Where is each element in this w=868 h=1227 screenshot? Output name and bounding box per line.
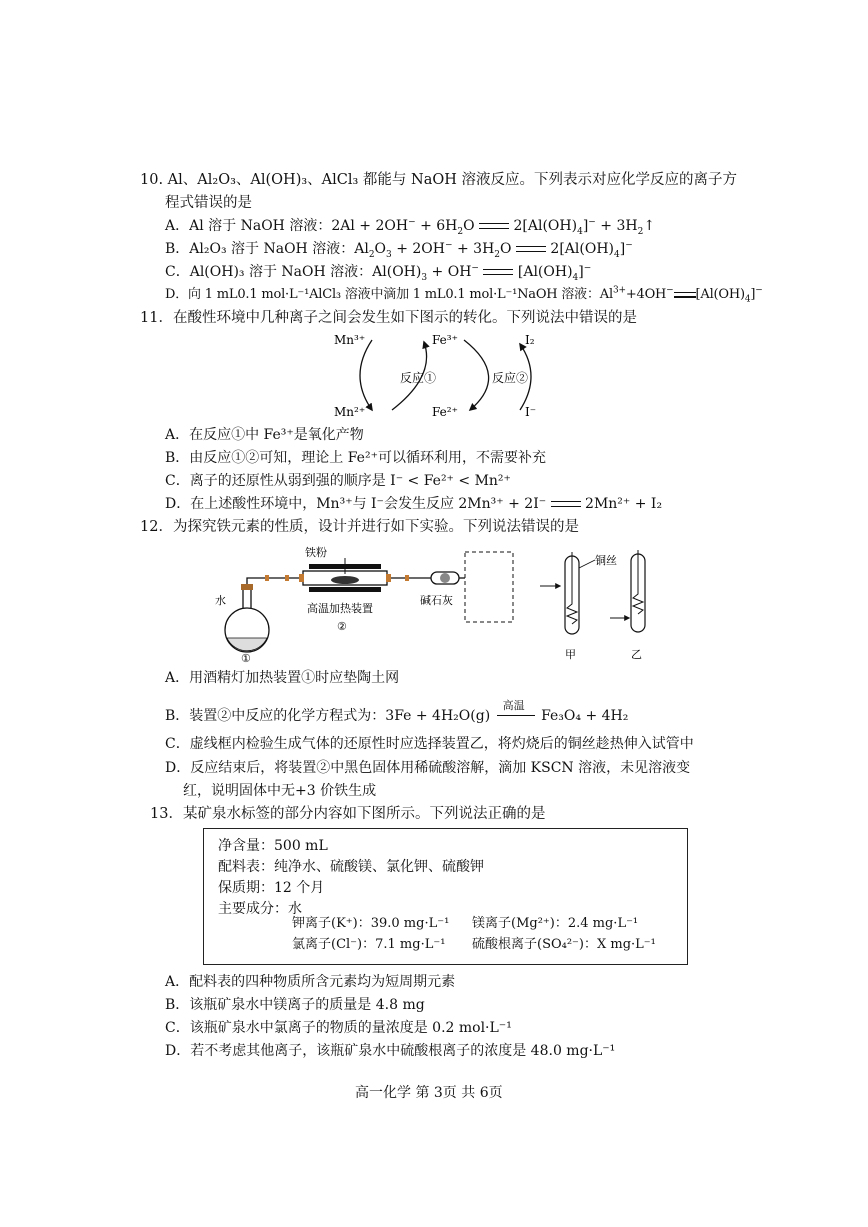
label-chloride: 氯离子(Cl⁻)：7.1 mg·L⁻¹ (292, 937, 446, 952)
q12-option-b[interactable] (165, 699, 629, 726)
diagram-fe3-label: Fe³⁺ (432, 333, 458, 347)
device-jia-label: 甲 (565, 648, 576, 661)
flask-water (227, 638, 267, 651)
q10-option-c-prefix: C．Al(OH)₃ 溶于 NaOH 溶液： (165, 264, 373, 280)
q12-stem: 12．为探究铁元素的性质，设计并进行如下实验。下列说法错误的是 (140, 519, 579, 535)
diagram-mn2-label: Mn²⁺ (334, 405, 366, 419)
heater-label: 高温加热装置 (307, 602, 373, 615)
q10-option-d[interactable]: D．向 1 mL0.1 mol·L⁻¹AlCl₃ 溶液中滴加 1 mL0.1 mol·L⁻¹NaOH 溶液：$Al^{3+}+4OH^-$ $[Al(OH)_4]^-$ (165, 285, 763, 305)
label-main-component: 主要成分：水 (218, 901, 302, 917)
iron-powder-label: 铁粉 (305, 546, 327, 559)
diagram-reaction2-label: 反应② (492, 371, 529, 385)
label-magnesium: 镁离子(Mg²⁺)：2.4 mg·L⁻¹ (472, 916, 639, 931)
iron-powder-pile (331, 576, 359, 584)
q11-option-d[interactable] (165, 494, 662, 514)
arrow-mn3-to-mn2 (360, 340, 372, 410)
condition-label: 高温 (502, 699, 525, 712)
q11-option-a[interactable]: A．在反应①中 Fe³⁺是氧化产物 (165, 427, 364, 443)
q13-option-b[interactable]: B．该瓶矿泉水中镁离子的质量是 4.8 mg (165, 997, 425, 1013)
water-label: 水 (215, 594, 226, 607)
q12-option-c[interactable]: C．虚线框内检验生成气体的还原性时应选择装置乙，将灼烧后的铜丝趁热伸入试管中 (165, 736, 694, 752)
q13-option-a[interactable]: A．配料表的四种物质所含元素均为短周期元素 (165, 974, 456, 990)
diagram-mn3-label: Mn³⁺ (334, 333, 366, 347)
label-net-content: 净含量：500 mL (218, 838, 328, 854)
q11-option-c[interactable]: C．离子的还原性从弱到强的顺序是 I⁻ < Fe²⁺ < Mn²⁺ (165, 473, 511, 489)
q12-option-a[interactable]: A．用酒精灯加热装置①时应垫陶土网 (165, 670, 400, 686)
label-sulfate: 硫酸根离子(SO₄²⁻)：X mg·L⁻¹ (472, 937, 656, 952)
equals-sign-icon (674, 291, 696, 299)
q13-option-d[interactable]: D．若不考虑其他离子，该瓶矿泉水中硫酸根离子的浓度是 48.0 mg·L⁻¹ (165, 1043, 616, 1059)
q10-stem-line2: 程式错误的是 (165, 195, 252, 211)
equals-sign-icon (479, 222, 509, 230)
q12-option-b-prefix: B．装置②中反应的化学方程式为：3Fe + 4H₂O(g) (165, 708, 491, 724)
device-yi-label: 乙 (631, 648, 642, 661)
soda-lime-label: 碱石灰 (420, 594, 453, 607)
equals-sign-icon (516, 245, 546, 253)
device2-label: ② (337, 620, 347, 633)
page-footer: 高一化学 第 3页 共 6页 (355, 1085, 503, 1101)
arrow-fe3-to-fe2 (464, 340, 489, 410)
diagram-fe2-label: Fe²⁺ (432, 405, 458, 419)
q10-stem-line1: 10. Al、Al₂O₃、Al(OH)₃、AlCl₃ 都能与 NaOH 溶液反应。下列表示对应化学反应的离子方 (140, 172, 738, 188)
heater-bottom (309, 587, 381, 592)
label-shelf-life: 保质期：12 个月 (218, 880, 325, 896)
q13-stem: 13．某矿泉水标签的部分内容如下图所示。下列说法正确的是 (150, 806, 546, 822)
diagram-i2-label: I₂ (525, 333, 535, 347)
iron-steam-apparatus (215, 538, 680, 663)
q11-option-b[interactable]: B．由反应①②可知，理论上 Fe²⁺可以循环利用，不需要补充 (165, 450, 546, 466)
copper-wire-label: 铜丝 (595, 554, 617, 567)
device1-label: ① (241, 652, 251, 663)
q11-option-d-suffix: 2Mn²⁺ + I₂ (585, 496, 663, 512)
q11-stem: 11．在酸性环境中几种离子之间会发生如下图示的转化。下列说法中错误的是 (140, 310, 637, 326)
q10-option-c[interactable]: C．Al(OH)₃ 溶于 NaOH 溶液：$Al(OH)_3 + OH^-$ $[Al(OH)_4]^-$ (165, 263, 592, 283)
q13-option-c[interactable]: C．该瓶矿泉水中氯离子的物质的量浓度是 0.2 mol·L⁻¹ (165, 1020, 512, 1036)
redox-cycle-diagram (320, 330, 560, 422)
label-ingredients: 配料表：纯净水、硫酸镁、氯化钾、硫酸钾 (218, 859, 484, 875)
q11-option-d-prefix: D．在上述酸性环境中，Mn³⁺与 I⁻会发生反应 2Mn³⁺ + 2I⁻ (165, 496, 547, 512)
q10-option-a-prefix: A．Al 溶于 NaOH 溶液： (165, 218, 332, 234)
dashed-test-region (465, 552, 513, 622)
q10-option-b[interactable]: B．Al₂O₃ 溶于 NaOH 溶液：$Al_2O_3 + 2OH^- + 3H_2O$ $2[Al(OH)_4]^-$ (165, 240, 633, 260)
q12-option-d-line1[interactable]: D．反应结束后，将装置②中黑色固体用稀硫酸溶解，滴加 KSCN 溶液，未见溶液变 (165, 760, 691, 776)
q12-option-b-suffix: Fe₃O₄ + 4H₂ (541, 708, 629, 724)
equals-sign-icon (483, 268, 513, 276)
diagram-reaction1-label: 反应① (400, 371, 437, 385)
q10-option-a[interactable]: A．Al 溶于 NaOH 溶液：$2Al + 2OH^- + 6H_2O$ $2[Al(OH)_4]^-$ + $3H_2↑$ (165, 217, 656, 237)
q10-option-d-prefix: D．向 1 mL0.1 mol·L⁻¹AlCl₃ 溶液中滴加 1 mL0.1 mol·L⁻¹NaOH 溶液： (165, 287, 600, 302)
diagram-iminus-label: I⁻ (525, 405, 537, 419)
equals-sign-icon (551, 500, 581, 508)
q10-option-b-prefix: B．Al₂O₃ 溶于 NaOH 溶液： (165, 241, 355, 257)
label-potassium: 钾离子(K⁺)：39.0 mg·L⁻¹ (292, 916, 450, 931)
reaction-condition-arrow (495, 699, 537, 726)
q12-option-d-line2: 红，说明固体中无+3 价铁生成 (183, 783, 377, 799)
